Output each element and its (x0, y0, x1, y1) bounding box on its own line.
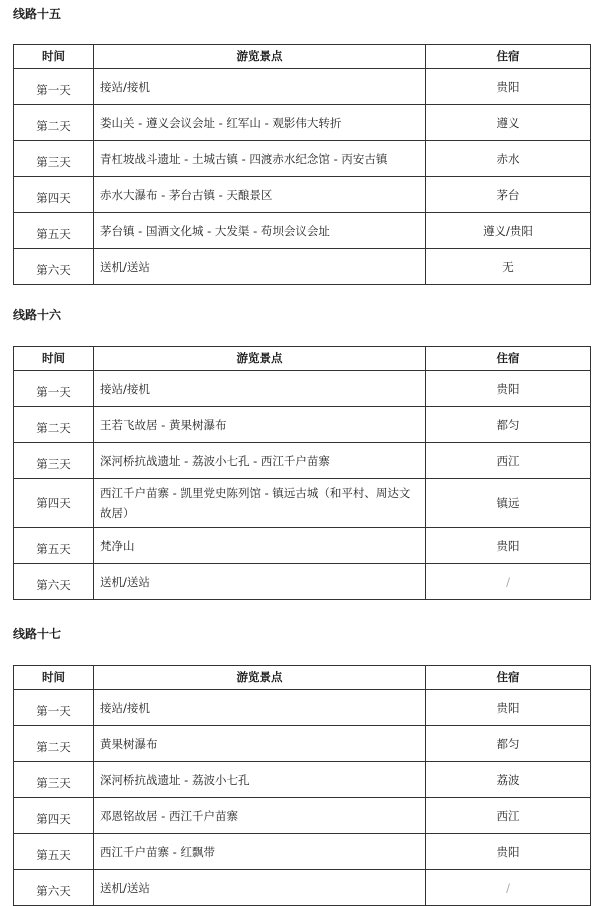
stay-cell: 遵义/贵阳 (426, 213, 591, 249)
table-header-row (14, 45, 591, 69)
stay-cell: 贵阳 (426, 69, 591, 105)
spots-cell: 接站/接机 (94, 69, 426, 105)
route-title: 线路十六 (13, 308, 62, 322)
route-title: 线路十七 (13, 627, 62, 641)
day-cell: 第一天 (14, 690, 94, 726)
table-row (14, 407, 591, 443)
spots-cell: 送机/送站 (94, 564, 426, 600)
header-spots: 游览景点 (94, 666, 426, 690)
spots-cell: 送机/送站 (94, 870, 426, 906)
table-header-row (14, 347, 591, 371)
spots-cell: 深河桥抗战遗址 - 荔波小七孔 (94, 762, 426, 798)
stay-cell: 贵阳 (426, 690, 591, 726)
stay-cell: 荔波 (426, 762, 591, 798)
stay-cell: 西江 (426, 798, 591, 834)
stay-cell: 都匀 (426, 407, 591, 443)
day-cell: 第六天 (14, 870, 94, 906)
spots-cell: 深河桥抗战遗址 - 荔波小七孔 - 西江千户苗寨 (94, 443, 426, 479)
table-row (14, 249, 591, 285)
spots-cell: 王若飞故居 - 黄果树瀑布 (94, 407, 426, 443)
header-spots: 游览景点 (94, 347, 426, 371)
spots-cell: 娄山关 - 遵义会议会址 - 红军山 - 观影伟大转折 (94, 105, 426, 141)
day-cell: 第四天 (14, 479, 94, 528)
day-cell: 第二天 (14, 726, 94, 762)
stay-cell: 贵阳 (426, 834, 591, 870)
stay-cell: / (426, 870, 591, 906)
spots-cell: 茅台镇 - 国酒文化城 - 大发渠 - 苟坝会议会址 (94, 213, 426, 249)
table-row (14, 177, 591, 213)
spots-cell: 赤水大瀑布 - 茅台古镇 - 天酿景区 (94, 177, 426, 213)
header-stay: 住宿 (426, 45, 591, 69)
itinerary-table (13, 346, 591, 600)
table-row (14, 690, 591, 726)
table-row (14, 762, 591, 798)
day-cell: 第一天 (14, 69, 94, 105)
header-stay: 住宿 (426, 347, 591, 371)
day-cell: 第四天 (14, 177, 94, 213)
stay-cell: 赤水 (426, 141, 591, 177)
stay-cell: 都匀 (426, 726, 591, 762)
spots-cell: 接站/接机 (94, 690, 426, 726)
header-time: 时间 (14, 347, 94, 371)
table-row (14, 443, 591, 479)
header-time: 时间 (14, 45, 94, 69)
table-row (14, 105, 591, 141)
day-cell: 第二天 (14, 105, 94, 141)
stay-cell: 贵阳 (426, 528, 591, 564)
day-cell: 第二天 (14, 407, 94, 443)
day-cell: 第三天 (14, 443, 94, 479)
itinerary-table (13, 665, 591, 906)
stay-cell: / (426, 564, 591, 600)
stay-cell: 无 (426, 249, 591, 285)
day-cell: 第五天 (14, 213, 94, 249)
table-row (14, 141, 591, 177)
spots-cell: 西江千户苗寨 - 红飘带 (94, 834, 426, 870)
header-spots: 游览景点 (94, 45, 426, 69)
table-row (14, 528, 591, 564)
table-row (14, 479, 591, 528)
day-cell: 第三天 (14, 762, 94, 798)
header-time: 时间 (14, 666, 94, 690)
day-cell: 第三天 (14, 141, 94, 177)
table-row (14, 69, 591, 105)
spots-cell: 西江千户苗寨 - 凯里党史陈列馆 - 镇远古城（和平村、周达文故居） (94, 479, 426, 528)
spots-cell: 梵净山 (94, 528, 426, 564)
stay-cell: 西江 (426, 443, 591, 479)
stay-cell: 茅台 (426, 177, 591, 213)
route-title: 线路十五 (13, 7, 62, 21)
spots-cell: 青杠坡战斗遗址 - 土城古镇 - 四渡赤水纪念馆 - 丙安古镇 (94, 141, 426, 177)
table-row (14, 798, 591, 834)
day-cell: 第五天 (14, 834, 94, 870)
stay-cell: 贵阳 (426, 371, 591, 407)
table-row (14, 371, 591, 407)
header-stay: 住宿 (426, 666, 591, 690)
spots-cell: 黄果树瀑布 (94, 726, 426, 762)
day-cell: 第一天 (14, 371, 94, 407)
spots-cell: 送机/送站 (94, 249, 426, 285)
day-cell: 第六天 (14, 249, 94, 285)
itinerary-table (13, 44, 591, 285)
day-cell: 第四天 (14, 798, 94, 834)
table-row (14, 564, 591, 600)
table-row (14, 726, 591, 762)
day-cell: 第五天 (14, 528, 94, 564)
spots-cell: 接站/接机 (94, 371, 426, 407)
table-row (14, 834, 591, 870)
stay-cell: 镇远 (426, 479, 591, 528)
table-header-row (14, 666, 591, 690)
day-cell: 第六天 (14, 564, 94, 600)
stay-cell: 遵义 (426, 105, 591, 141)
table-row (14, 213, 591, 249)
spots-cell: 邓恩铭故居 - 西江千户苗寨 (94, 798, 426, 834)
